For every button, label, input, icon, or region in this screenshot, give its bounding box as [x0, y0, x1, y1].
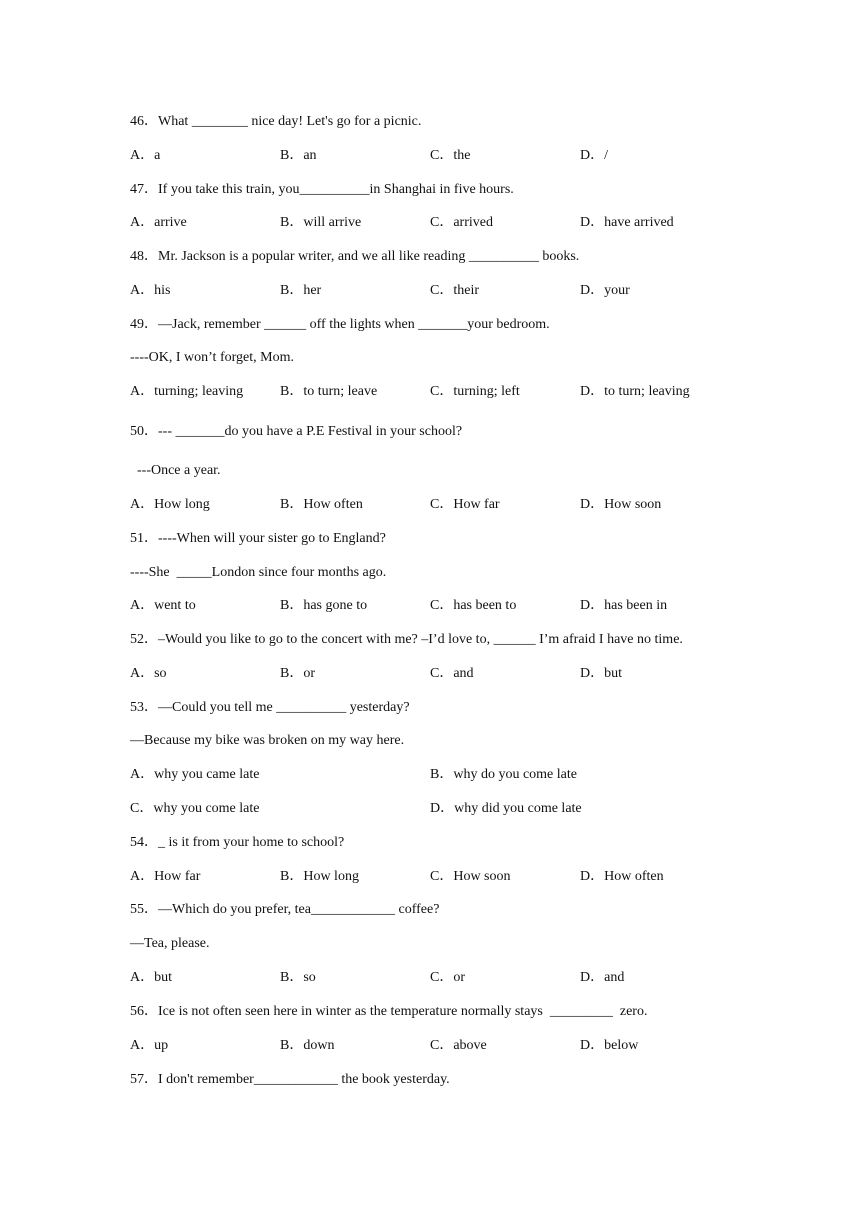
option-d: D．to turn; leaving: [580, 384, 690, 399]
option-a: A．arrive: [130, 215, 187, 230]
option-c: C．turning; left: [430, 384, 520, 399]
option-b: B．will arrive: [280, 215, 362, 230]
option-c: C．why you come late: [130, 801, 260, 816]
option-a: A．How long: [130, 497, 210, 512]
question-51-reply: ----She _____London since four months ago.: [130, 565, 387, 580]
option-b: B．down: [280, 1038, 335, 1053]
question-48-options: [130, 282, 770, 300]
option-d: D．How soon: [580, 497, 662, 512]
option-a: A．turning; leaving: [130, 384, 244, 399]
option-b: B．so: [280, 970, 316, 985]
question-56-stem: 56．Ice is not often seen here in winter as the temperature normally stays _________ zero.: [130, 1004, 648, 1019]
option-a: A．but: [130, 970, 172, 985]
option-b: B．to turn; leave: [280, 384, 378, 399]
question-49-reply: ----OK, I won’t forget, Mom.: [130, 350, 294, 365]
question-50-options: [130, 496, 770, 514]
option-b: B．her: [280, 283, 322, 298]
question-52-options: [130, 665, 770, 683]
option-a: A．How far: [130, 869, 201, 884]
option-a: A．a: [130, 148, 161, 163]
question-51-stem: 51．----When will your sister go to England?: [130, 531, 386, 546]
option-d: D．/: [580, 148, 608, 163]
option-c: C．or: [430, 970, 465, 985]
option-a: A．his: [130, 283, 171, 298]
option-c: C．has been to: [430, 598, 517, 613]
option-b: B．has gone to: [280, 598, 368, 613]
question-55-options: [130, 969, 770, 987]
option-d: D．your: [580, 283, 630, 298]
question-53-reply: —Because my bike was broken on my way here.: [130, 733, 405, 748]
option-d: D．below: [580, 1038, 639, 1053]
option-b: B．or: [280, 666, 315, 681]
option-c: C．and: [430, 666, 474, 681]
option-d: D．How often: [580, 869, 664, 884]
option-d: D．and: [580, 970, 625, 985]
option-d: D．has been in: [580, 598, 668, 613]
option-c: C．arrived: [430, 215, 493, 230]
question-49-options: [130, 383, 770, 401]
question-51-options: [130, 597, 770, 615]
question-57-stem: 57．I don't remember____________ the book yesterday.: [130, 1072, 450, 1087]
option-c: C．How soon: [430, 869, 511, 884]
question-46-options: [130, 147, 770, 165]
question-52-stem: 52．–Would you like to go to the concert with me? –I’d love to, ______ I’m afraid I have no time.: [130, 632, 683, 647]
question-50-stem: 50．--- _______do you have a P.E Festival in your school?: [130, 424, 463, 439]
option-a: A．why you came late: [130, 767, 260, 782]
question-48-stem: 48．Mr. Jackson is a popular writer, and we all like reading __________ books.: [130, 249, 580, 264]
question-49-stem: 49．—Jack, remember ______ off the lights when _______your bedroom.: [130, 317, 550, 332]
option-a: A．so: [130, 666, 167, 681]
question-53-stem: 53．—Could you tell me __________ yesterday?: [130, 700, 410, 715]
option-b: B．How long: [280, 869, 359, 884]
option-b: B．an: [280, 148, 317, 163]
option-c: C．the: [430, 148, 471, 163]
question-50-reply: ---Once a year.: [130, 463, 221, 478]
option-c: C．above: [430, 1038, 487, 1053]
option-d: D．have arrived: [580, 215, 674, 230]
question-55-reply: —Tea, please.: [130, 936, 210, 951]
option-d: D．but: [580, 666, 622, 681]
question-54-options: [130, 868, 770, 886]
question-47-options: [130, 214, 770, 232]
question-47-stem: 47．If you take this train, you__________in Shanghai in five hours.: [130, 182, 514, 197]
option-a: A．up: [130, 1038, 169, 1053]
option-d: D．why did you come late: [430, 801, 582, 816]
option-b: B．How often: [280, 497, 363, 512]
option-a: A．went to: [130, 598, 196, 613]
question-53-options-row-2: [130, 800, 770, 818]
question-46-stem: 46．What ________ nice day! Let's go for a picnic.: [130, 114, 422, 129]
option-c: C．How far: [430, 497, 500, 512]
question-55-stem: 55．—Which do you prefer, tea____________ coffee?: [130, 902, 440, 917]
question-54-stem: 54．_ is it from your home to school?: [130, 835, 345, 850]
question-56-options: [130, 1037, 770, 1055]
option-b: B．why do you come late: [430, 767, 577, 782]
question-53-options-row-1: [130, 766, 770, 784]
option-c: C．their: [430, 283, 479, 298]
